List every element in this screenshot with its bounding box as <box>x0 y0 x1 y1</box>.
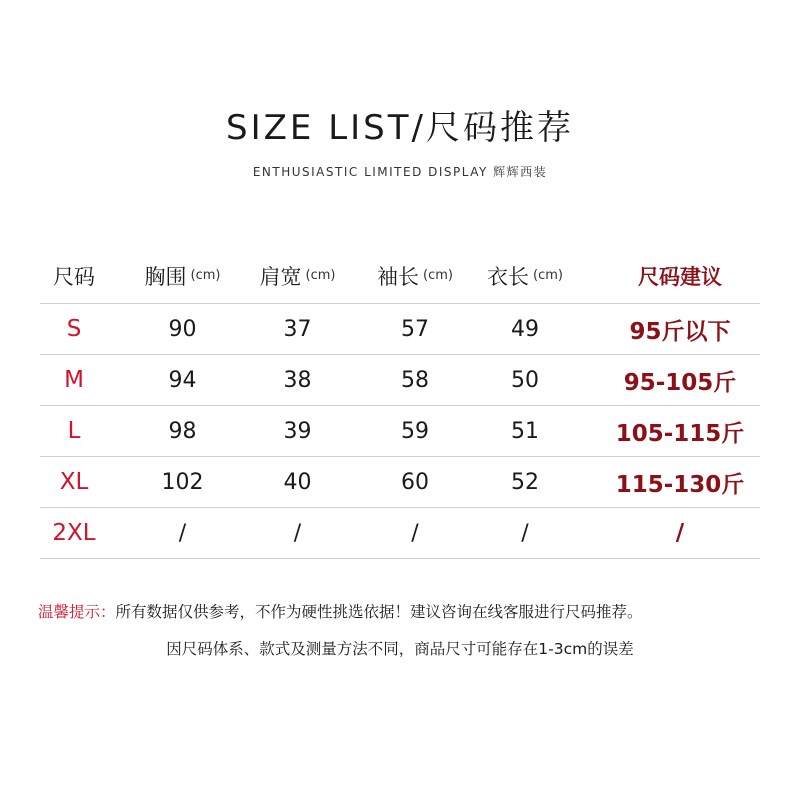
table-row <box>40 304 760 355</box>
sleeve-cell: 59 <box>401 418 429 444</box>
chest-cell: 98 <box>168 418 197 444</box>
length-cell: / <box>521 520 529 546</box>
shoulder-cell: 37 <box>283 316 312 342</box>
table-header-row <box>40 248 760 304</box>
size-cell: 2XL <box>52 520 96 546</box>
chest-cell: 102 <box>161 469 204 495</box>
header-length: 衣长 (cm) <box>487 264 563 289</box>
disclaimer-text-1: 所有数据仅供参考，不作为硬性挑选依据！建议咨询在线客服进行尺码推荐。 <box>115 603 643 621</box>
recommend-cell: 115-130斤 <box>615 471 745 498</box>
sleeve-cell: 58 <box>401 367 429 393</box>
header-size: 尺码 <box>53 264 95 289</box>
header-sleeve-unit: (cm) <box>423 268 453 283</box>
header-shoulder-unit: (cm) <box>305 268 336 283</box>
shoulder-cell: 40 <box>283 469 312 495</box>
header-chest: 胸围 (cm) <box>144 264 221 289</box>
page-subtitle: ENTHUSIASTIC LIMITED DISPLAY 辉辉西装 <box>252 165 548 179</box>
size-cell: L <box>67 418 81 444</box>
recommend-cell: 95-105斤 <box>623 369 737 396</box>
length-cell: 49 <box>511 316 539 342</box>
size-cell: XL <box>59 469 89 495</box>
chest-cell: / <box>178 520 187 546</box>
header-length-unit: (cm) <box>533 268 563 283</box>
shoulder-cell: 39 <box>283 418 312 444</box>
disclaimer-line-2: 因尺码体系、款式及测量方法不同，商品尺寸可能存在1-3cm的误差 <box>166 640 634 658</box>
recommend-cell: 105-115斤 <box>615 420 745 447</box>
table-row <box>40 406 760 457</box>
sleeve-cell: 60 <box>401 469 429 495</box>
header-sleeve: 袖长 (cm) <box>377 264 453 289</box>
shoulder-cell: / <box>293 520 302 546</box>
recommend-cell: 95斤以下 <box>629 318 731 345</box>
sleeve-cell: 57 <box>401 316 429 342</box>
header-recommend: 尺码建议 <box>638 264 722 289</box>
size-cell: M <box>64 367 84 393</box>
sleeve-cell: / <box>411 520 419 546</box>
table-row <box>40 508 760 559</box>
shoulder-cell: 38 <box>283 367 312 393</box>
length-cell: 51 <box>511 418 539 444</box>
header-shoulder: 肩宽 (cm) <box>259 264 336 289</box>
disclaimer-line-1 <box>38 600 778 622</box>
recommend-cell: / <box>675 520 685 546</box>
table-row <box>40 457 760 508</box>
chest-cell: 90 <box>168 316 197 342</box>
header-chest-unit: (cm) <box>190 268 221 283</box>
page-title: SIZE LIST/尺码推荐 <box>226 108 574 148</box>
length-cell: 52 <box>511 469 539 495</box>
size-cell: S <box>66 316 82 342</box>
disclaimer-prefix: 温馨提示： <box>38 603 116 621</box>
chest-cell: 94 <box>168 367 197 393</box>
table-row <box>40 355 760 406</box>
size-table <box>40 248 760 559</box>
length-cell: 50 <box>511 367 539 393</box>
